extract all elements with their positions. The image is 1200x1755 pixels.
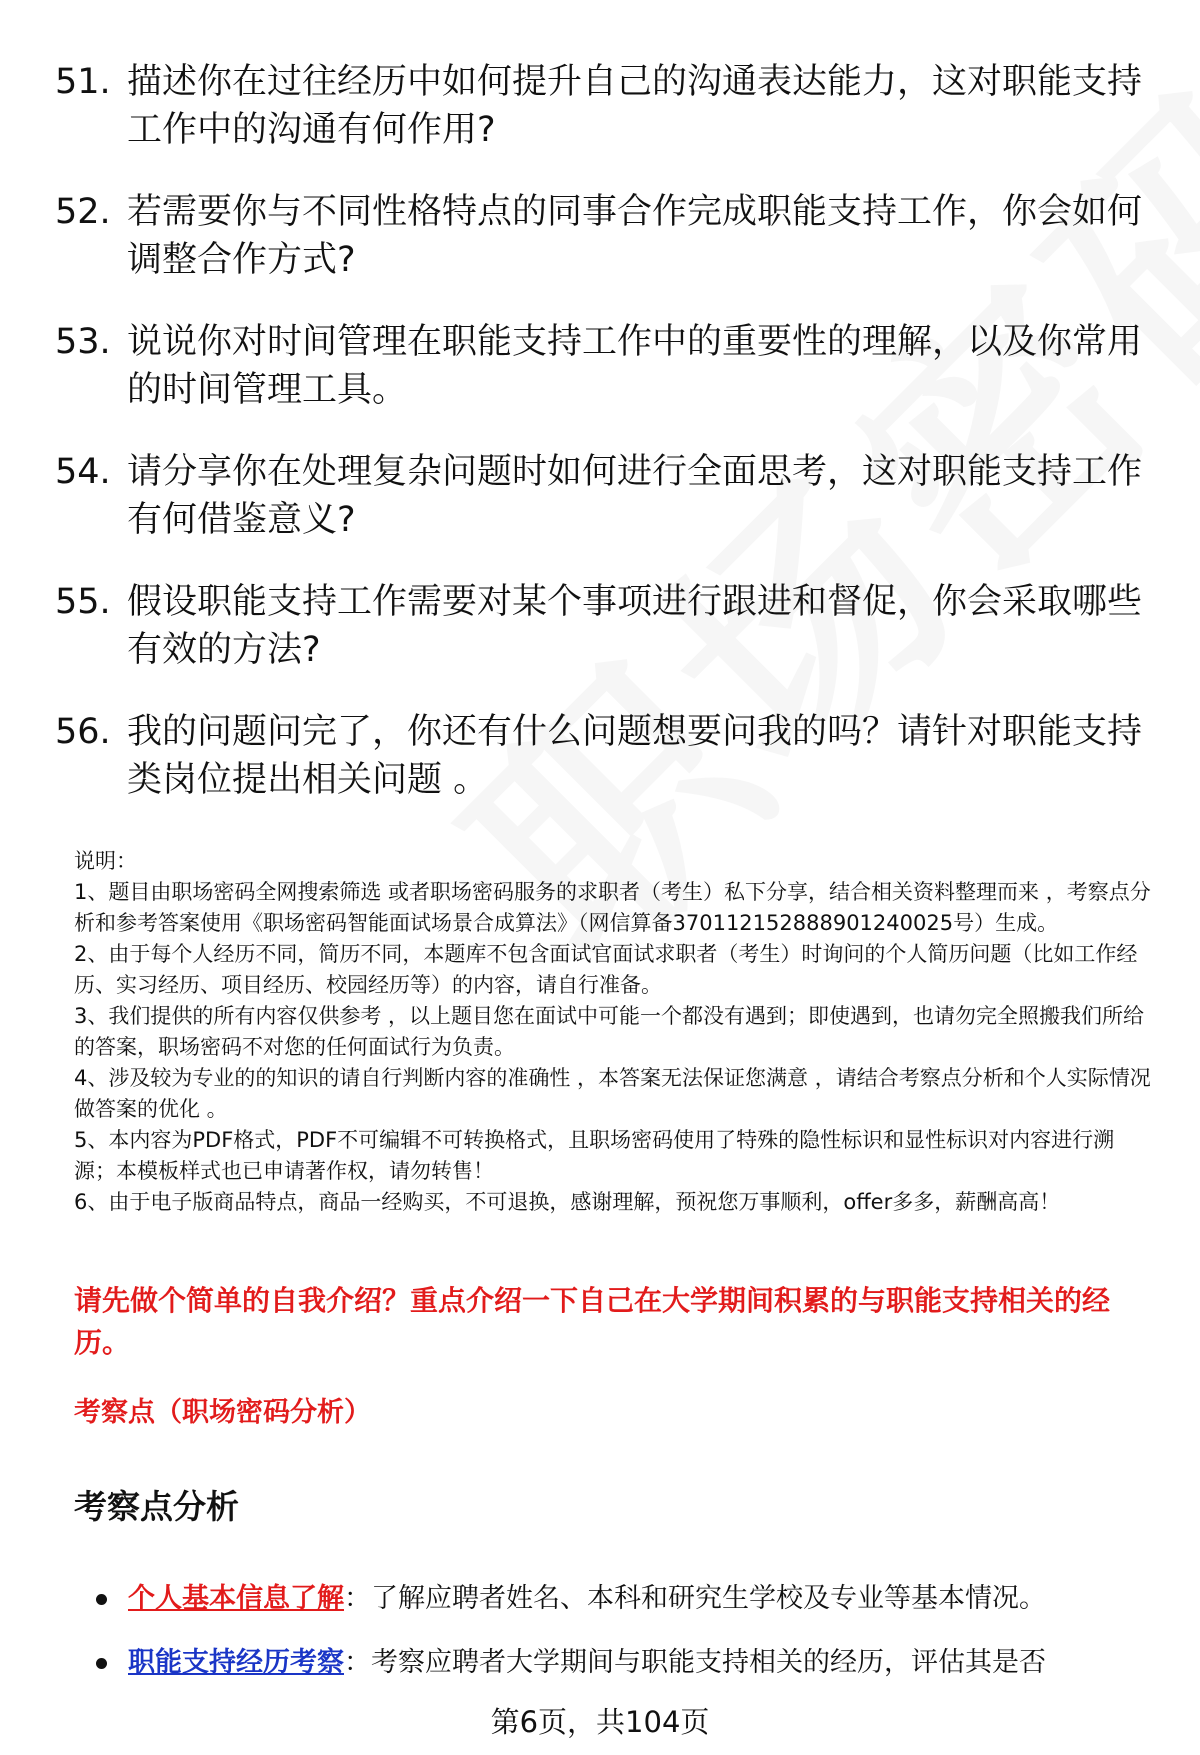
question-item — [55, 188, 1145, 284]
question-number: 54. — [55, 452, 111, 492]
bullet-text: 了解应聘者姓名、本科和研究生学校及专业等基本情况。 — [371, 1583, 1046, 1614]
note-line: 3、我们提供的所有内容仅供参考 ，以上题目您在面试中可能一个都没有遇到；即使遇到，也请勿完全照搬我们所给的答案，职场密码不对您的任何面试行为负责。 — [74, 1004, 1145, 1059]
question-text: 说说你对时间管理在职能支持工作中的重要性的理解，以及你常用的时间管理工具。 — [127, 322, 1143, 410]
question-item — [55, 708, 1145, 804]
note-line: 5、本内容为PDF格式，PDF不可编辑不可转换格式，且职场密码使用了特殊的隐性标识和显性标识对内容进行溯源；本模板样式也已申请著作权，请勿转售！ — [74, 1128, 1115, 1183]
bullet-separator: ： — [344, 1583, 371, 1614]
analysis-bullet-list — [96, 1580, 1156, 1708]
question-number: 56. — [55, 712, 111, 752]
bullet-text: 考察应聘者大学期间与职能支持相关的经历，评估其是否 — [371, 1647, 1046, 1678]
bullet-key-link[interactable]: 职能支持经历考察 — [128, 1647, 344, 1678]
page-footer: 第6页，共104页 — [490, 1705, 710, 1739]
question-number: 55. — [55, 582, 111, 622]
question-number: 53. — [55, 322, 111, 362]
analysis-bullet — [96, 1580, 1156, 1618]
bullet-separator: ： — [344, 1647, 371, 1678]
notes-section — [74, 846, 1154, 1218]
question-text: 描述你在过往经历中如何提升自己的沟通表达能力，这对职能支持工作中的沟通有何作用? — [127, 62, 1143, 150]
question-item — [55, 578, 1145, 674]
notes-title: 说明： — [74, 849, 137, 873]
note-line: 6、由于电子版商品特点，商品一经购买，不可退换，感谢理解，预祝您万事顺利，offer多多，薪酬高高！ — [74, 1190, 1061, 1214]
exam-point-heading: 考察点（职场密码分析） — [74, 1397, 371, 1428]
question-text: 请分享你在处理复杂问题时如何进行全面思考，这对职能支持工作有何借鉴意义? — [127, 452, 1143, 540]
question-text: 若需要你与不同性格特点的同事合作完成职能支持工作，你会如何调整合作方式? — [127, 192, 1143, 280]
question-item — [55, 58, 1145, 154]
question-text: 我的问题问完了，你还有什么问题想要问我的吗？请针对职能支持类岗位提出相关问题 。 — [127, 712, 1143, 800]
note-line: 4、涉及较为专业的的知识的请自行判断内容的准确性 ，本答案无法保证您满意 ，请结合考察点分析和个人实际情况做答案的优化 。 — [74, 1066, 1151, 1121]
question-number: 51. — [55, 62, 111, 102]
question-number: 52. — [55, 192, 111, 232]
question-text: 假设职能支持工作需要对某个事项进行跟进和督促，你会采取哪些有效的方法? — [127, 582, 1143, 670]
question-item — [55, 448, 1145, 544]
note-line: 1、题目由职场密码全网搜索筛选 或者职场密码服务的求职者（考生）私下分享，结合相关资料整理而来 ，考察点分析和参考答案使用《职场密码智能面试场景合成算法》（网信算备370112152888901240025号）生成。 — [74, 880, 1151, 935]
bullet-dot-icon — [96, 1594, 107, 1605]
interview-question-heading: 请先做个简单的自我介绍？重点介绍一下自己在大学期间积累的与职能支持相关的经历。 — [74, 1284, 1111, 1359]
question-list — [55, 58, 1145, 838]
note-line: 2、由于每个人经历不同，简历不同，本题库不包含面试官面试求职者（考生）时询问的个人简历问题（比如工作经历、实习经历、项目经历、校园经历等）的内容，请自行准备。 — [74, 942, 1138, 997]
bullet-key-link[interactable]: 个人基本信息了解 — [128, 1583, 344, 1614]
analysis-heading: 考察点分析 — [74, 1487, 239, 1526]
bullet-dot-icon — [96, 1658, 107, 1669]
analysis-bullet — [96, 1644, 1156, 1682]
question-item — [55, 318, 1145, 414]
